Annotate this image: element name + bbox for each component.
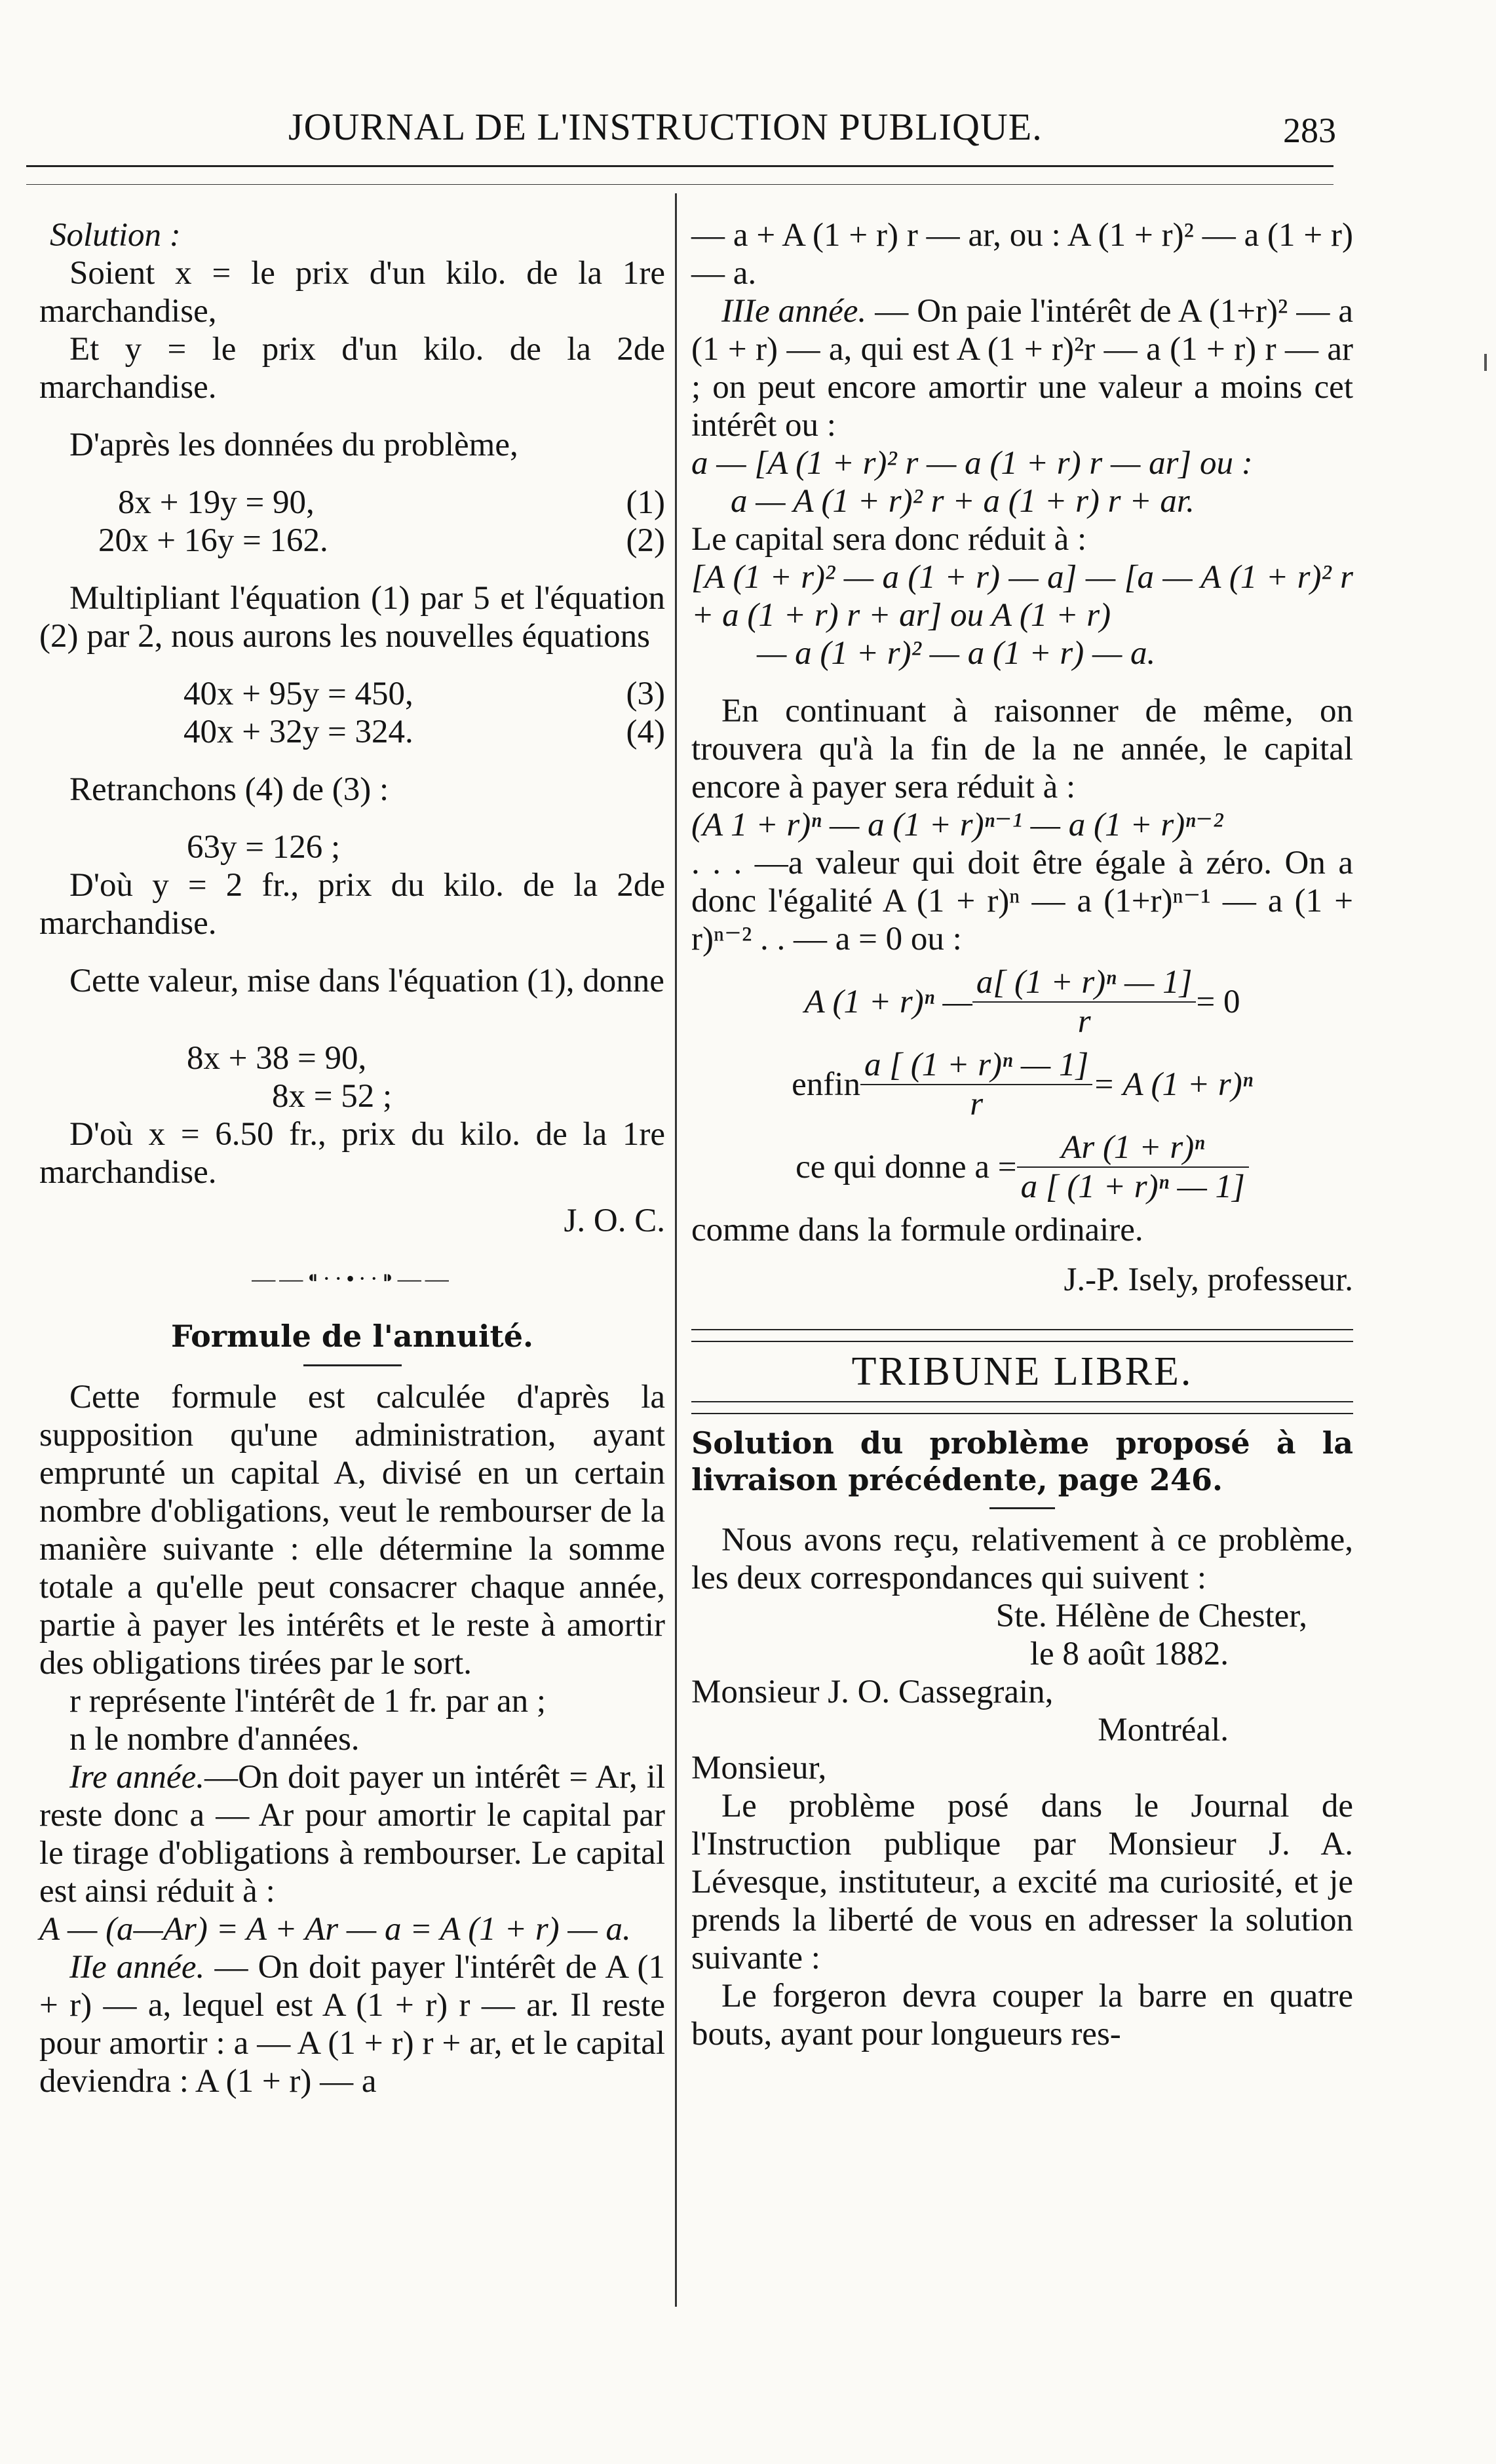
fraction-denominator: a [ (1 + r)ⁿ — 1] bbox=[1020, 1168, 1245, 1205]
paragraph-text: — On paie l'intérêt de A (1+r)² — a (1 + r) — a, qui est A (1 + r)²r — a (1 + r) r — ar ; on peut encore amortir une valeur a moins cet intérêt ou : bbox=[691, 293, 1354, 444]
equation: 63y = 126 ; bbox=[187, 829, 341, 866]
formula-left: enfin bbox=[792, 1066, 860, 1103]
fraction-numerator: Ar (1 + r)ⁿ bbox=[1017, 1128, 1249, 1168]
ornamental-divider: ——⁌··•··⁍—— bbox=[252, 1265, 453, 1292]
signature: J. O. C. bbox=[564, 1203, 665, 1239]
formula-right: = A (1 + r)ⁿ bbox=[1092, 1066, 1253, 1103]
fraction-denominator: r bbox=[1077, 1003, 1091, 1040]
paragraph: Le problème posé dans le Journal de l'Instruction publique par Monsieur J. A. Lévesque, instituteur, a excité ma curiosité, et je prends la liberté de vous en adresser la solution suivante : bbox=[691, 1788, 1353, 1976]
column-divider bbox=[675, 193, 677, 2307]
paragraph bbox=[39, 1948, 665, 2100]
paragraph: En continuant à raisonner de même, on trouvera qu'à la fin de la ne année, le capital encore à payer sera réduit à : bbox=[691, 693, 1353, 805]
fraction-denominator: r bbox=[970, 1086, 984, 1123]
paragraph-text: — On doit payer l'intérêt de A (1 + r) — a, lequel est A (1 + r) r — ar. Il reste pour amortir : a — A (1 + r) r + ar, et le capital deviendra : A (1 + r) — a bbox=[39, 1949, 665, 2100]
formula-left: A (1 + r)ⁿ — bbox=[804, 984, 972, 1020]
equation: a — A (1 + r)² r + a (1 + r) r + ar. bbox=[731, 483, 1195, 520]
paragraph: D'après les données du problème, bbox=[69, 427, 518, 463]
right-column bbox=[691, 216, 1353, 2053]
fraction bbox=[860, 1046, 1092, 1123]
margin-mark bbox=[1484, 354, 1487, 371]
paragraph: comme dans la formule ordinaire. bbox=[691, 1212, 1143, 1248]
equation: [A (1 + r)² — a (1 + r) — a] — [a — A (1 + r)² r + a (1 + r) r + ar] ou A (1 + r) bbox=[691, 559, 1353, 634]
author-signature: J.-P. Isely, professeur. bbox=[1064, 1261, 1353, 1298]
paragraph: n le nombre d'années. bbox=[69, 1721, 360, 1758]
formula-left: ce qui donne a = bbox=[796, 1149, 1017, 1185]
paragraph: D'où y = 2 fr., prix du kilo. de la 2de marchandise. bbox=[39, 867, 665, 942]
paragraph: . . . —a valeur qui doit être égale à zéro. On a donc l'égalité A (1 + r)ⁿ — a (1+r)ⁿ⁻¹ — a (1 + r)ⁿ⁻² . . — a = 0 ou : bbox=[691, 845, 1353, 957]
letter-place: Ste. Hélène de Chester, bbox=[995, 1598, 1307, 1634]
paragraph: Cette valeur, mise dans l'équation (1), donne bbox=[69, 963, 664, 999]
year-label: Ire année. bbox=[69, 1759, 204, 1796]
fraction-numerator: a [ (1 + r)ⁿ — 1] bbox=[860, 1046, 1092, 1085]
equation: 8x + 38 = 90, bbox=[187, 1040, 367, 1077]
letter-date: le 8 août 1882. bbox=[1029, 1636, 1229, 1672]
fraction bbox=[972, 963, 1197, 1041]
fraction bbox=[1017, 1128, 1249, 1206]
equation-number: (4) bbox=[626, 714, 665, 750]
formula-right: = 0 bbox=[1196, 984, 1240, 1020]
equation: A — (a—Ar) = A + Ar — a = A (1 + r) — a. bbox=[39, 1911, 631, 1948]
running-header-title: JOURNAL DE L'INSTRUCTION PUBLIQUE. bbox=[288, 106, 1043, 148]
paragraph bbox=[39, 1758, 665, 1910]
section-rule bbox=[691, 1401, 1353, 1414]
tribune-heading: TRIBUNE LIBRE. bbox=[851, 1349, 1193, 1394]
equation: 40x + 95y = 450, bbox=[183, 676, 413, 712]
letter-recipient: Monsieur J. O. Cassegrain, bbox=[691, 1674, 1054, 1710]
heading-rule bbox=[303, 1364, 402, 1366]
paragraph bbox=[691, 292, 1353, 444]
equation: 8x = 52 ; bbox=[272, 1078, 393, 1115]
paragraph: D'où x = 6.50 fr., prix du kilo. de la 1re marchandise. bbox=[39, 1116, 665, 1191]
formula-2 bbox=[691, 1046, 1353, 1123]
paragraph: Nous avons reçu, relativement à ce problème, les deux correspondances qui suivent : bbox=[691, 1522, 1353, 1596]
section-heading: Solution du problème proposé à la livraison précédente, page 246. bbox=[691, 1425, 1353, 1497]
section-heading: Formule de l'annuité. bbox=[170, 1319, 534, 1354]
page-number: 283 bbox=[1283, 111, 1336, 150]
equation-row bbox=[39, 675, 665, 713]
section-rule bbox=[691, 1329, 1353, 1342]
equation: a — [A (1 + r)² r — a (1 + r) r — ar] ou : bbox=[691, 445, 1253, 482]
equation-row bbox=[39, 484, 665, 522]
paragraph: — a + A (1 + r) r — ar, ou : A (1 + r)² — a (1 + r) — a. bbox=[691, 217, 1353, 292]
paragraph-text: —On doit payer un intérêt = Ar, il reste donc a — Ar pour amortir le capital par le tirage d'obligations à rembourser. Le capital est ainsi réduit à : bbox=[39, 1759, 665, 1910]
equation-row bbox=[39, 522, 665, 560]
equation-number: (2) bbox=[626, 522, 665, 559]
equation-number: (3) bbox=[626, 676, 665, 712]
paragraph: Le capital sera donc réduit à : bbox=[691, 521, 1087, 558]
letter-city: Montréal. bbox=[1098, 1712, 1229, 1748]
fraction-numerator: a[ (1 + r)ⁿ — 1] bbox=[972, 963, 1197, 1003]
paragraph: Cette formule est calculée d'après la supposition qu'une administration, ayant emprunté un capital A, divisé en un certain nombre d'obligations, veut le rembourser de la manière suivante : elle détermine la somme totale a qu'elle peut consacrer chaque année, partie à payer les intérêts et le reste à amortir des obligations tirées par le sort. bbox=[39, 1379, 665, 1682]
paragraph: Retranchons (4) de (3) : bbox=[69, 771, 389, 808]
paragraph: r représente l'intérêt de 1 fr. par an ; bbox=[69, 1683, 547, 1720]
equation: 40x + 32y = 324. bbox=[183, 714, 413, 750]
paragraph: Soient x = le prix d'un kilo. de la 1re marchandise, bbox=[39, 255, 665, 330]
paragraph: Multipliant l'équation (1) par 5 et l'équation (2) par 2, nous aurons les nouvelles équations bbox=[39, 580, 665, 655]
formula-3 bbox=[691, 1128, 1353, 1206]
equation: 8x + 19y = 90, bbox=[118, 484, 315, 521]
equation-number: (1) bbox=[626, 484, 665, 521]
formula-1 bbox=[691, 963, 1353, 1041]
letter-salutation: Monsieur, bbox=[691, 1750, 827, 1786]
equation: (A 1 + r)ⁿ — a (1 + r)ⁿ⁻¹ — a (1 + r)ⁿ⁻² bbox=[691, 807, 1223, 843]
solution-heading: Solution : bbox=[50, 217, 181, 254]
year-label: IIe année. bbox=[69, 1949, 205, 1986]
equation: — a (1 + r)² — a (1 + r) — a. bbox=[757, 635, 1156, 672]
year-label: IIIe année. bbox=[721, 293, 867, 330]
equation: 20x + 16y = 162. bbox=[98, 522, 328, 559]
heading-rule bbox=[989, 1507, 1055, 1509]
paragraph: Le forgeron devra couper la barre en quatre bouts, ayant pour longueurs res- bbox=[691, 1978, 1353, 2052]
header-rule bbox=[26, 165, 1333, 185]
paragraph: Et y = le prix d'un kilo. de la 2de marchandise. bbox=[39, 331, 665, 406]
equation-row bbox=[39, 713, 665, 751]
left-column bbox=[39, 216, 665, 2100]
